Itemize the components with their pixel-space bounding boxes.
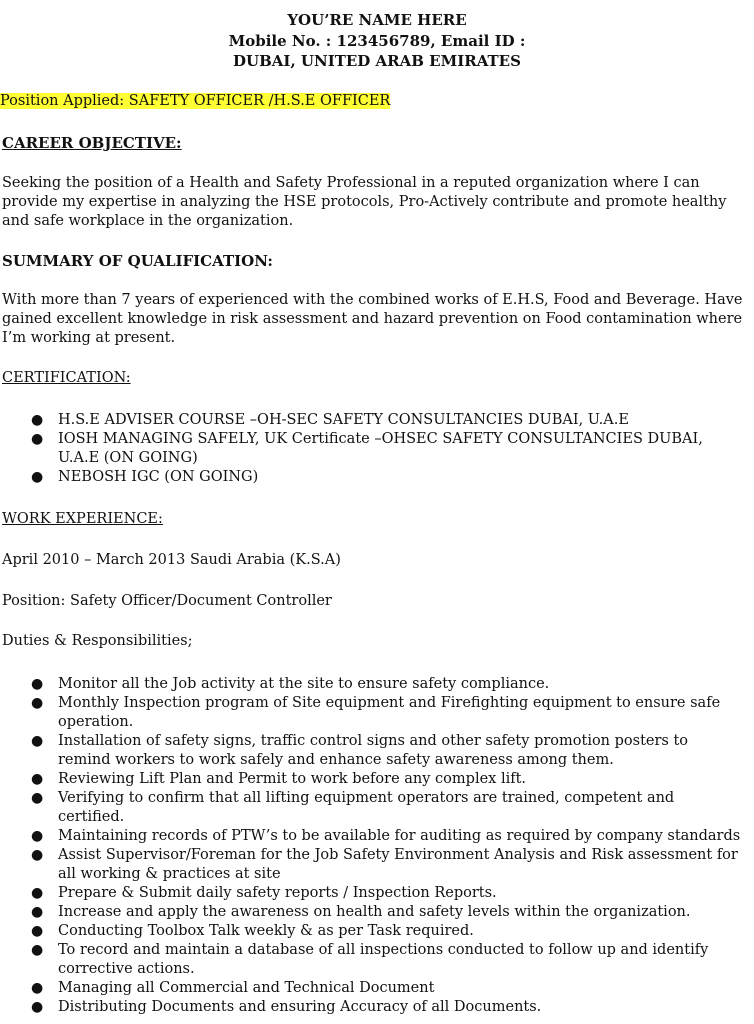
location-line: DUBAI, UNITED ARAB EMIRATES bbox=[233, 52, 521, 70]
list-item: ● Monitor all the Job activity at the site to ensure safety compliance. bbox=[31, 676, 550, 692]
list-item: ● Increase and apply the awareness on health and safety levels within the organization. bbox=[31, 904, 691, 920]
list-item: ● H.S.E ADVISER COURSE –OH-SEC SAFETY CONSULTANCIES DUBAI, U.A.E bbox=[31, 412, 629, 428]
list-item: ● Assist Supervisor/Foreman for the Job Safety Environment Analysis and Risk assessment for all working & practices at site bbox=[31, 847, 738, 882]
bullet-icon: ● bbox=[31, 733, 44, 749]
career-objective-heading: CAREER OBJECTIVE: bbox=[2, 134, 182, 152]
bullet-icon: ● bbox=[31, 676, 44, 692]
summary-heading: SUMMARY OF QUALIFICATION: bbox=[2, 252, 273, 270]
bullet-icon: ● bbox=[31, 923, 44, 939]
bullet-icon: ● bbox=[31, 828, 44, 844]
list-item: ● Maintaining records of PTW’s to be available for auditing as required by company standards bbox=[31, 828, 741, 844]
bullet-icon: ● bbox=[31, 999, 44, 1015]
list-item: ● IOSH MANAGING SAFELY, UK Certificate –OHSEC SAFETY CONSULTANCIES DUBAI, U.A.E (ON GOING) bbox=[31, 431, 703, 466]
duties-list bbox=[0, 675, 745, 1017]
list-item: ● Installation of safety signs, traffic control signs and other safety promotion posters to remind workers to work safely and enhance safety awareness among them. bbox=[31, 733, 689, 768]
list-item: ● NEBOSH IGC (ON GOING) bbox=[31, 469, 259, 485]
list-item: ● Monthly Inspection program of Site equipment and Firefighting equipment to ensure safe operation. bbox=[31, 695, 721, 730]
list-item: ● Verifying to confirm that all lifting equipment operators are trained, competent and certified. bbox=[31, 790, 675, 825]
bullet-icon: ● bbox=[31, 469, 44, 485]
bullet-icon: ● bbox=[31, 695, 44, 711]
bullet-icon: ● bbox=[31, 790, 44, 806]
work-position: Position: Safety Officer/Document Controller bbox=[2, 593, 332, 609]
contact-line: Mobile No. : 123456789, Email ID : bbox=[228, 32, 526, 50]
work-experience-heading: WORK EXPERIENCE: bbox=[2, 511, 163, 527]
bullet-icon: ● bbox=[31, 885, 44, 901]
list-item: ● Distributing Documents and ensuring Accuracy of all Documents. bbox=[31, 999, 542, 1015]
list-item: ● To record and maintain a database of all inspections conducted to follow up and identify corrective actions. bbox=[31, 942, 709, 977]
duties-heading: Duties & Responsibilities; bbox=[2, 633, 193, 649]
bullet-icon: ● bbox=[31, 847, 44, 863]
list-item: ● Managing all Commercial and Technical Document bbox=[31, 980, 435, 996]
list-item: ● Conducting Toolbox Talk weekly & as per Task required. bbox=[31, 923, 474, 939]
certification-heading: CERTIFICATION: bbox=[2, 370, 131, 386]
bullet-icon: ● bbox=[31, 904, 44, 920]
list-item: ● Prepare & Submit daily safety reports / Inspection Reports. bbox=[31, 885, 497, 901]
position-applied: Position Applied: SAFETY OFFICER /H.S.E OFFICER bbox=[0, 93, 391, 109]
bullet-icon: ● bbox=[31, 980, 44, 996]
position-applied-row bbox=[0, 92, 750, 111]
summary-text: With more than 7 years of experienced with the combined works of E.H.S, Food and Beverage. Have gained excellent knowledge in risk assessment and hazard prevention on Food contamination where I’m working at present. bbox=[2, 292, 743, 346]
bullet-icon: ● bbox=[31, 431, 44, 447]
certification-list bbox=[0, 411, 745, 487]
career-objective-text: Seeking the position of a Health and Safety Professional in a reputed organization where I can provide my expertise in analyzing the HSE protocols, Pro-Actively contribute and promote healthy and safe workplace in the organization. bbox=[2, 175, 727, 229]
bullet-icon: ● bbox=[31, 771, 44, 787]
bullet-icon: ● bbox=[31, 412, 44, 428]
work-period: April 2010 – March 2013 Saudi Arabia (K.S.A) bbox=[2, 552, 341, 568]
list-item: ● Reviewing Lift Plan and Permit to work before any complex lift. bbox=[31, 771, 527, 787]
candidate-name: YOU’RE NAME HERE bbox=[287, 11, 467, 29]
bullet-icon: ● bbox=[31, 942, 44, 958]
